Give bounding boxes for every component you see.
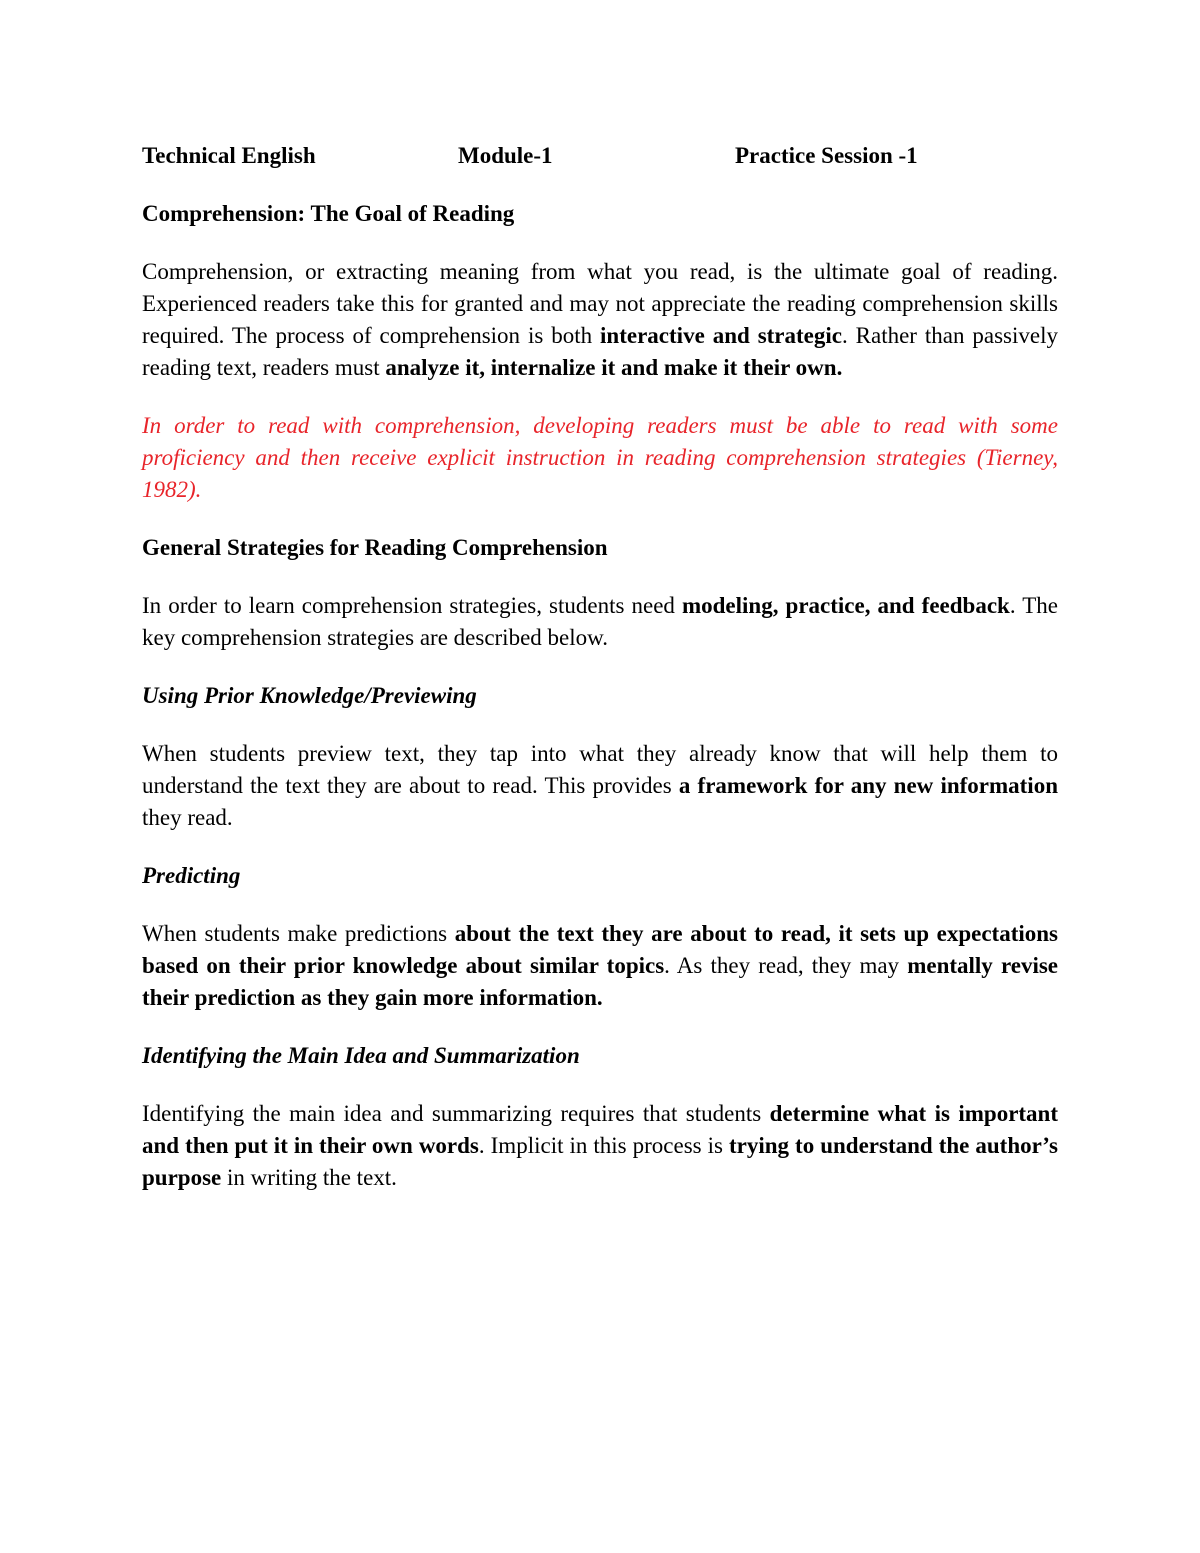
session-label: Practice Session -1	[735, 143, 918, 168]
bold-run: interactive and strategic	[600, 323, 842, 348]
bold-run: about the text they are about to read, it sets up expectations based on their prior knowledge about similar topics	[142, 921, 1058, 978]
subheading-prior-knowledge: Using Prior Knowledge/Previewing	[142, 683, 477, 708]
text-run: Comprehension, or extracting meaning from what you read, is the ultimate goal of reading. Experienced readers take this for granted and may not appreciate the reading comprehension skills required. The process of comprehension is both	[142, 259, 1058, 348]
text-run: they read.	[142, 805, 233, 830]
section-heading-goal-of-reading: Comprehension: The Goal of Reading	[142, 201, 515, 226]
highlighted-quote: In order to read with comprehension, developing readers must be able to read with some proficiency and then receive explicit instruction in reading comprehension strategies (Tierney, 1982).	[142, 413, 1058, 502]
paragraph-comprehension-intro	[142, 256, 1058, 384]
subheading-main-idea: Identifying the Main Idea and Summarization	[142, 1043, 580, 1068]
text-run: When students preview text, they tap into what they already know that will help them to understand the text they are about to read. This provides	[142, 741, 1058, 798]
bold-run: analyze it, internalize it and make it their own.	[385, 355, 843, 380]
course-title: Technical English	[142, 143, 316, 168]
text-run: Identifying the main idea and summarizing requires that students	[142, 1101, 770, 1126]
bold-run: determine what is important and then put it in their own words	[142, 1101, 1059, 1158]
bold-run: mentally revise their prediction as they gain more information.	[142, 953, 1058, 1010]
paragraph-main-idea	[142, 1098, 1058, 1194]
section-heading-general-strategies: General Strategies for Reading Comprehension	[142, 535, 608, 560]
text-run: In order to learn comprehension strategies, students need	[142, 593, 682, 618]
document-header	[142, 140, 1058, 172]
text-run: . As they read, they may	[664, 953, 908, 978]
text-run: . Rather than passively reading text, readers must	[142, 323, 1058, 380]
text-run: When students make predictions	[142, 921, 455, 946]
paragraph-predicting	[142, 918, 1058, 1014]
paragraph-strategies-intro	[142, 590, 1058, 654]
subheading-predicting: Predicting	[142, 863, 241, 888]
module-label: Module-1	[458, 143, 553, 168]
bold-run: modeling, practice, and feedback	[681, 593, 1010, 618]
bold-run: a framework for any new information	[678, 773, 1058, 798]
text-run: . Implicit in this process is	[478, 1133, 729, 1158]
paragraph-previewing	[142, 738, 1058, 834]
bold-run: trying to understand the author’s purpose	[142, 1133, 1058, 1190]
text-run: . The key comprehension strategies are described below.	[142, 593, 1058, 650]
text-run: in writing the text.	[221, 1165, 397, 1190]
